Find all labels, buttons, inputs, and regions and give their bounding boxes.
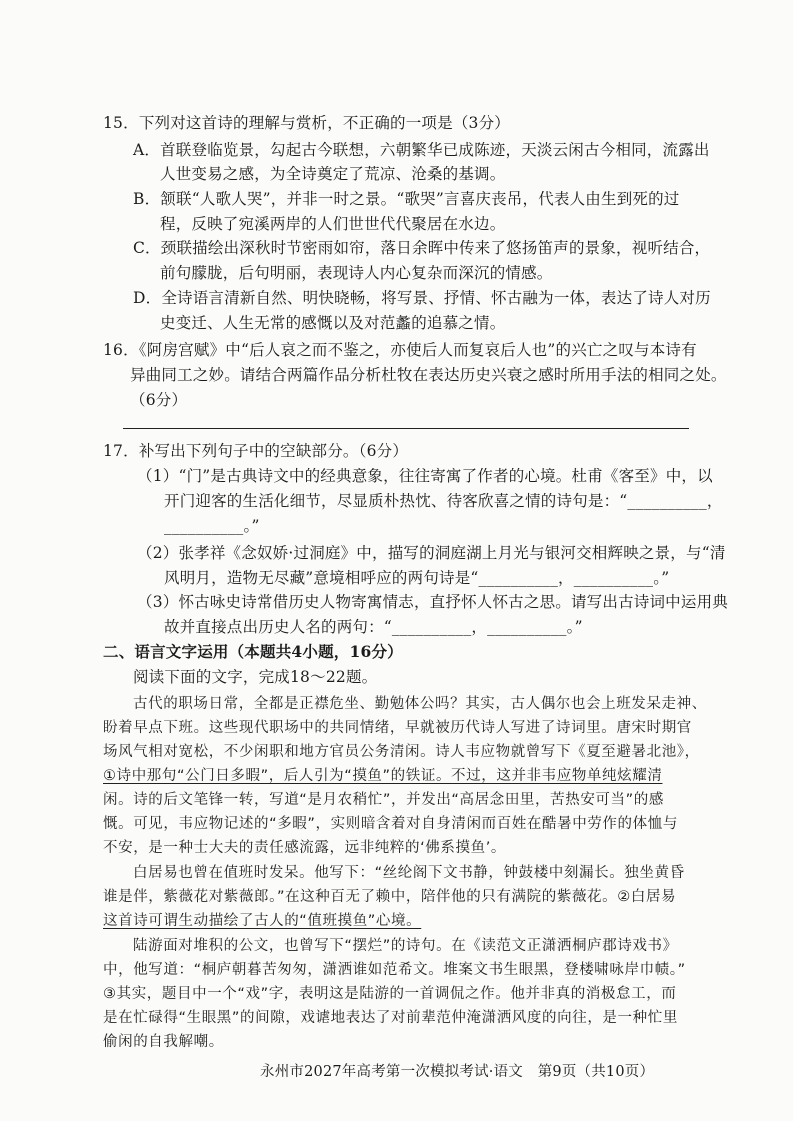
q17-item-1-blank: __________。” <box>164 517 260 535</box>
passage-p1-line-4: ①诗中那句“公门日多暇”，后人引为“摸鱼”的铁证。不过，这并非韦应物单纯炫耀清 <box>103 768 663 784</box>
q15-stem: 15．下列对这首诗的理解与赏析，不正确的一项是（3分） <box>103 114 510 132</box>
passage-p1-line-3: 场风气相对宽松，不少闲职和地方官员公务清闲。诗人韦应物就曾写下《夏至避暑北池》， <box>103 744 700 760</box>
q16-line-1: 16．《阿房宫赋》中“后人哀之而不鉴之，亦使后人而复哀后人也”的兴亡之叹与本诗有 <box>103 341 697 359</box>
q17-item-3: （3）怀古咏史诗常借历史人物寄寓情志，直抒怀人怀古之思。请写出古诗词中运用典 <box>137 593 728 611</box>
q15-option-a: A．首联登临览景，勾起古今联想，六朝繁华已成陈迹，天淡云闲古今相同，流露出 <box>133 141 710 159</box>
q15-option-b: B．颔联“人歌人哭”，并非一时之景。“歌哭”言喜庆丧吊，代表人由生到死的过 <box>133 190 680 208</box>
passage-p1-line-7: 不安，是一种士大夫的责任感流露，远非纯粹的‘佛系摸鱼’。 <box>103 840 507 856</box>
passage-p3-line-1: 陆游面对堆积的公文，也曾写下“摆烂”的诗句。在《读范文正潇洒桐庐郡诗戏书》 <box>133 938 678 954</box>
passage-p2-line-1: 白居易也曾在值班时发呆。他写下：“丝纶阁下文书静，钟鼓楼中刻漏长。独坐黄昏 <box>133 865 685 881</box>
q15-option-b-cont: 程，反映了宛溪两岸的人们世世代代聚居在水边。 <box>160 215 506 233</box>
section-heading: 二、语言文字运用（本题共4小题，16分） <box>103 642 403 661</box>
passage-p3-line-3: ③其实，题目中一个“戏”字，表明这是陆游的一首调侃之作。他并非真的消极怠工，而 <box>103 986 677 1002</box>
passage-p3-line-2: 中，他写道：“桐庐朝暮苦匆匆，潇洒谁如范希文。堆案文书生眼黑，登楼啸咏岸巾帻。” <box>103 962 686 978</box>
q17-item-2: （2）张孝祥《念奴娇·过洞庭》中，描写的洞庭湖上月光与银河交相辉映之景，与“清 <box>137 544 726 562</box>
q16-line-2: 异曲同工之妙。请结合两篇作品分析杜牧在表达历史兴衰之感时所用手法的相同之处。 <box>130 366 727 384</box>
q15-option-d: D．全诗语言清新自然、明快晓畅，将写景、抒情、怀古融为一体，表达了诗人对历 <box>133 289 711 307</box>
q17-stem: 17．补写出下列句子中的空缺部分。（6分） <box>103 442 409 460</box>
passage-p2-line-2: 谁是伴，紫薇花对紫薇郎。”在这种百无了赖中，陪伴他的只有满院的紫薇花。②白居易 <box>103 889 677 905</box>
passage-p2-line-3: 这首诗可谓生动描绘了古人的“值班摸鱼”心境。 <box>103 913 422 929</box>
passage-p3-line-5: 偷闲的自我解嘲。 <box>103 1034 224 1050</box>
q16-score: （6分） <box>130 391 188 409</box>
passage-p1-line-5: 闲。诗的后文笔锋一转，写道“是月农稍忙”，并发出“高居念田里，苦热安可当”的感 <box>103 792 664 808</box>
section-intro: 阅读下面的文字，完成18～22题。 <box>133 668 378 686</box>
q17-item-3-cont: 故并直接点出历史人名的两句：“__________，__________。” <box>164 618 583 636</box>
answer-line <box>123 428 689 429</box>
q15-option-c-cont: 前句朦胧，后句明丽，表现诗人内心复杂而深沉的情感。 <box>160 264 553 282</box>
passage-p1-line-6: 慨。可见，韦应物记述的“多暇”，实则暗含着对自身清闲而百姓在酷暑中劳作的体恤与 <box>103 816 678 832</box>
passage-p1-line-2: 盼着早点下班。这些现代职场中的共同情绪，早就被历代诗人写进了诗词里。唐宋时期官 <box>103 720 692 736</box>
q15-option-a-cont: 人世变易之感，为全诗奠定了荒凉、沧桑的基调。 <box>160 165 506 183</box>
passage-p3-line-4: 是在忙碌得“生眼黑”的间隙，戏谑地表达了对前辈范仲淹潇洒风度的向往，是一种忙里 <box>103 1010 678 1026</box>
q17-item-1-cont: 开门迎客的生活化细节，尽显质朴热忱、待客欣喜之情的诗句是：“__________， <box>164 492 723 510</box>
q17-item-2-cont: 风明月，造物无尽藏”意境相呼应的两句诗是“__________，__________。” <box>164 569 670 587</box>
q17-item-1: （1）“门”是古典诗文中的经典意象，往往寄寓了作者的心境。杜甫《客至》中，以 <box>137 467 713 485</box>
page-footer: 永州市2027年高考第一次模拟考试·语文 第9页（共10页） <box>260 1064 655 1080</box>
q15-option-c: C．颈联描绘出深秋时节密雨如帘，落日余晖中传来了悠扬笛声的景象，视听结合， <box>133 239 711 257</box>
q15-option-d-cont: 史变迁、人生无常的感慨以及对范蠡的追慕之情。 <box>160 314 506 332</box>
passage-p1-line-1: 古代的职场日常，全都是正襟危坐、勤勉体公吗？其实，古人偶尔也会上班发呆走神、 <box>133 696 707 712</box>
